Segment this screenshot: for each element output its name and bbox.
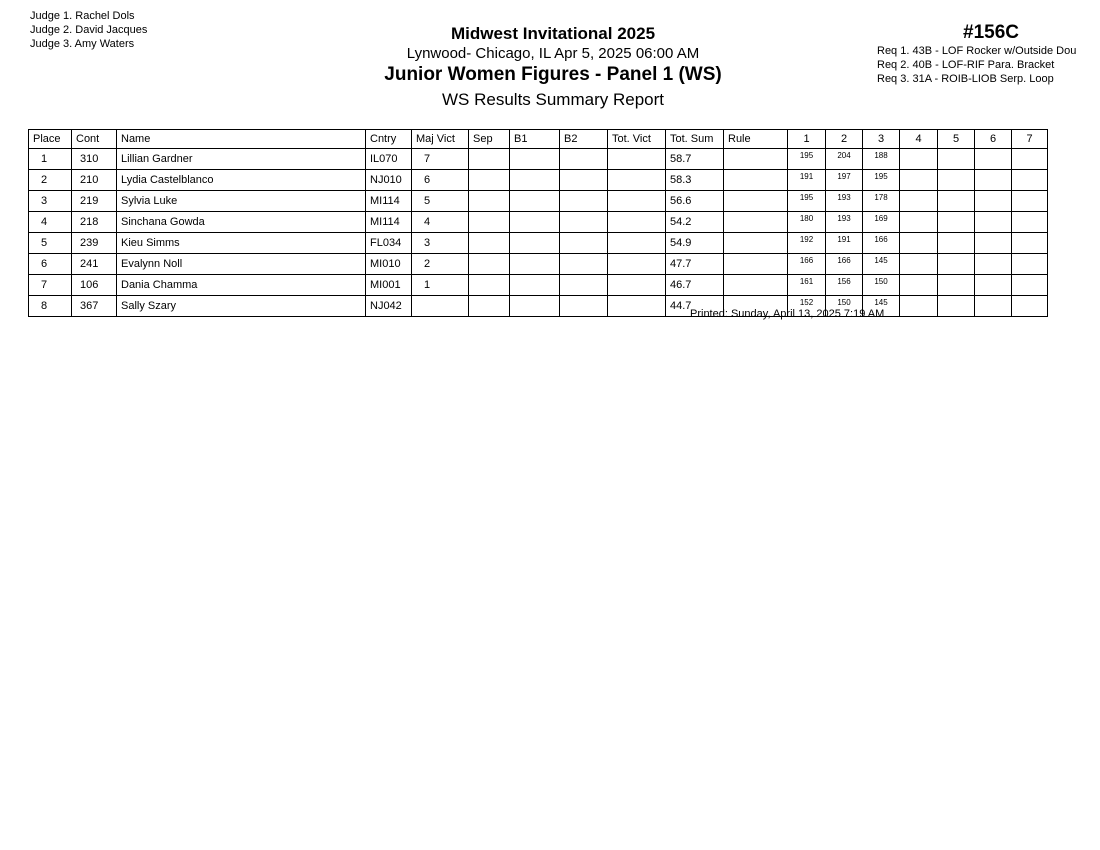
- table-cell: FL034: [366, 233, 412, 254]
- table-cell: [724, 191, 788, 212]
- table-cell: [608, 296, 666, 317]
- column-header: Cntry: [366, 130, 412, 149]
- table-cell: MI010: [366, 254, 412, 275]
- table-cell: [900, 275, 938, 296]
- table-cell: [938, 296, 975, 317]
- table-cell: 7: [29, 275, 72, 296]
- table-cell: 150: [826, 296, 863, 317]
- table-cell: MI114: [366, 212, 412, 233]
- printed-timestamp: Printed: Sunday, April 13, 2025 7:19 AM: [690, 308, 885, 320]
- table-cell: [608, 233, 666, 254]
- table-cell: [724, 212, 788, 233]
- table-cell: [900, 254, 938, 275]
- judge-3: Judge 3. Amy Waters: [30, 38, 135, 50]
- table-cell: [510, 254, 560, 275]
- table-cell: Sally Szary: [117, 296, 366, 317]
- table-cell: 210: [72, 170, 117, 191]
- table-cell: 166: [788, 254, 826, 275]
- table-cell: [1012, 191, 1048, 212]
- table-cell: 169: [863, 212, 900, 233]
- table-cell: [1012, 149, 1048, 170]
- column-header: Place: [29, 130, 72, 149]
- table-cell: 6: [412, 170, 469, 191]
- table-cell: Evalynn Noll: [117, 254, 366, 275]
- table-cell: [938, 212, 975, 233]
- column-header: B2: [560, 130, 608, 149]
- table-cell: 219: [72, 191, 117, 212]
- table-cell: Sylvia Luke: [117, 191, 366, 212]
- table-cell: 166: [826, 254, 863, 275]
- table-cell: 54.9: [666, 233, 724, 254]
- column-header: 4: [900, 130, 938, 149]
- location-date: Lynwood- Chicago, IL Apr 5, 2025 06:00 AM: [406, 45, 700, 62]
- table-cell: [1012, 170, 1048, 191]
- table-row: [29, 170, 1048, 191]
- table-cell: [938, 149, 975, 170]
- table-cell: [560, 191, 608, 212]
- judge-2: Judge 2. David Jacques: [30, 24, 148, 36]
- table-cell: [560, 296, 608, 317]
- table-cell: [938, 233, 975, 254]
- table-cell: [1012, 212, 1048, 233]
- table-cell: 191: [826, 233, 863, 254]
- table-cell: [560, 170, 608, 191]
- table-cell: [975, 233, 1012, 254]
- column-header: Name: [117, 130, 366, 149]
- table-cell: 6: [29, 254, 72, 275]
- table-cell: [724, 233, 788, 254]
- table-cell: 192: [788, 233, 826, 254]
- table-cell: [469, 170, 510, 191]
- table-cell: 180: [788, 212, 826, 233]
- table-cell: [469, 191, 510, 212]
- table-cell: [510, 212, 560, 233]
- column-header: B1: [510, 130, 560, 149]
- requirements-list: [877, 44, 1076, 86]
- table-cell: [900, 149, 938, 170]
- table-cell: 54.2: [666, 212, 724, 233]
- table-cell: 106: [72, 275, 117, 296]
- table-cell: MI001: [366, 275, 412, 296]
- table-cell: Dania Chamma: [117, 275, 366, 296]
- table-cell: 145: [863, 296, 900, 317]
- table-cell: [975, 191, 1012, 212]
- table-cell: [469, 233, 510, 254]
- table-row: [29, 254, 1048, 275]
- table-cell: [938, 254, 975, 275]
- table-cell: [938, 191, 975, 212]
- table-cell: NJ010: [366, 170, 412, 191]
- table-cell: [975, 212, 1012, 233]
- req-3: Req 3. 31A - ROIB-LIOB Serp. Loop: [877, 73, 1054, 85]
- table-cell: [900, 191, 938, 212]
- table-cell: [510, 275, 560, 296]
- table-cell: [510, 149, 560, 170]
- table-cell: [608, 149, 666, 170]
- table-row: [29, 191, 1048, 212]
- table-cell: 166: [863, 233, 900, 254]
- table-cell: [975, 275, 1012, 296]
- table-cell: [900, 296, 938, 317]
- column-header: Cont: [72, 130, 117, 149]
- table-cell: [900, 212, 938, 233]
- table-cell: [1012, 275, 1048, 296]
- table-cell: 193: [826, 212, 863, 233]
- table-cell: 191: [788, 170, 826, 191]
- column-header: 5: [938, 130, 975, 149]
- column-header: Tot. Sum: [666, 130, 724, 149]
- table-cell: 3: [29, 191, 72, 212]
- table-cell: 204: [826, 149, 863, 170]
- table-cell: [1012, 233, 1048, 254]
- table-cell: [469, 212, 510, 233]
- table-cell: [560, 233, 608, 254]
- table-header: [29, 130, 1048, 149]
- table-cell: [938, 275, 975, 296]
- req-2: Req 2. 40B - LOF-RIF Para. Bracket: [877, 59, 1055, 71]
- table-row: [29, 149, 1048, 170]
- column-header: 1: [788, 130, 826, 149]
- table-cell: [975, 149, 1012, 170]
- table-cell: 8: [29, 296, 72, 317]
- table-cell: 178: [863, 191, 900, 212]
- table-cell: [724, 275, 788, 296]
- table-cell: 44.7: [666, 296, 724, 317]
- table-cell: [560, 212, 608, 233]
- column-header: 2: [826, 130, 863, 149]
- table-cell: 4: [412, 212, 469, 233]
- table-cell: NJ042: [366, 296, 412, 317]
- table-cell: [608, 275, 666, 296]
- table-cell: 241: [72, 254, 117, 275]
- req-1: Req 1. 43B - LOF Rocker w/Outside Dou: [877, 45, 1077, 57]
- table-cell: Kieu Simms: [117, 233, 366, 254]
- table-cell: [510, 296, 560, 317]
- report-title: WS Results Summary Report: [442, 90, 664, 109]
- competition-title: Midwest Invitational 2025: [450, 24, 656, 43]
- table-cell: [724, 149, 788, 170]
- table-row: [29, 212, 1048, 233]
- table-cell: [510, 191, 560, 212]
- column-header: Tot. Vict: [608, 130, 666, 149]
- table-cell: 4: [29, 212, 72, 233]
- table-cell: [510, 233, 560, 254]
- judge-1: Judge 1. Rachel Dols: [30, 10, 135, 22]
- table-cell: [608, 191, 666, 212]
- table-cell: Lillian Gardner: [117, 149, 366, 170]
- table-cell: 2: [29, 170, 72, 191]
- table-cell: [900, 233, 938, 254]
- table-cell: 56.6: [666, 191, 724, 212]
- table-cell: 2: [412, 254, 469, 275]
- table-cell: 197: [826, 170, 863, 191]
- table-cell: 1: [412, 275, 469, 296]
- table-cell: 5: [412, 191, 469, 212]
- event-title: Junior Women Figures - Panel 1 (WS): [384, 64, 722, 85]
- table-cell: [724, 254, 788, 275]
- table-cell: Lydia Castelblanco: [117, 170, 366, 191]
- table-row: [29, 233, 1048, 254]
- table-cell: 150: [863, 275, 900, 296]
- column-header: Rule: [724, 130, 788, 149]
- table-row: [29, 275, 1048, 296]
- table-cell: [938, 170, 975, 191]
- table-cell: 310: [72, 149, 117, 170]
- table-cell: [560, 275, 608, 296]
- judges-list: [30, 9, 147, 51]
- column-header: 6: [975, 130, 1012, 149]
- event-number: #156C: [963, 22, 1019, 43]
- table-cell: 367: [72, 296, 117, 317]
- table-cell: [412, 296, 469, 317]
- table-cell: [608, 254, 666, 275]
- table-cell: [975, 254, 1012, 275]
- table-cell: 195: [788, 149, 826, 170]
- table-cell: [469, 296, 510, 317]
- table-cell: 3: [412, 233, 469, 254]
- table-cell: 193: [826, 191, 863, 212]
- table-cell: [469, 254, 510, 275]
- table-cell: [608, 170, 666, 191]
- table-cell: 58.3: [666, 170, 724, 191]
- table-cell: 195: [788, 191, 826, 212]
- table-cell: 239: [72, 233, 117, 254]
- table-cell: [560, 254, 608, 275]
- table-cell: 156: [826, 275, 863, 296]
- results-table: [28, 129, 1048, 317]
- table-cell: [560, 149, 608, 170]
- table-cell: 58.7: [666, 149, 724, 170]
- table-cell: [469, 149, 510, 170]
- column-header: Sep: [469, 130, 510, 149]
- table-cell: [1012, 296, 1048, 317]
- table-cell: IL070: [366, 149, 412, 170]
- table-cell: [724, 170, 788, 191]
- table-cell: 5: [29, 233, 72, 254]
- table-cell: MI114: [366, 191, 412, 212]
- table-cell: [1012, 254, 1048, 275]
- table-cell: 161: [788, 275, 826, 296]
- table-cell: [469, 275, 510, 296]
- table-cell: 188: [863, 149, 900, 170]
- table-cell: 195: [863, 170, 900, 191]
- table-cell: 145: [863, 254, 900, 275]
- table-cell: [510, 170, 560, 191]
- table-cell: 47.7: [666, 254, 724, 275]
- table-cell: 7: [412, 149, 469, 170]
- table-cell: 1: [29, 149, 72, 170]
- column-header: 3: [863, 130, 900, 149]
- table-cell: Sinchana Gowda: [117, 212, 366, 233]
- table-cell: 218: [72, 212, 117, 233]
- table-row: [29, 296, 1048, 317]
- column-header: Maj Vict: [412, 130, 469, 149]
- table-cell: [608, 212, 666, 233]
- column-header: 7: [1012, 130, 1048, 149]
- table-cell: [975, 296, 1012, 317]
- table-cell: [900, 170, 938, 191]
- table-cell: 152: [788, 296, 826, 317]
- table-cell: 46.7: [666, 275, 724, 296]
- table-cell: [975, 170, 1012, 191]
